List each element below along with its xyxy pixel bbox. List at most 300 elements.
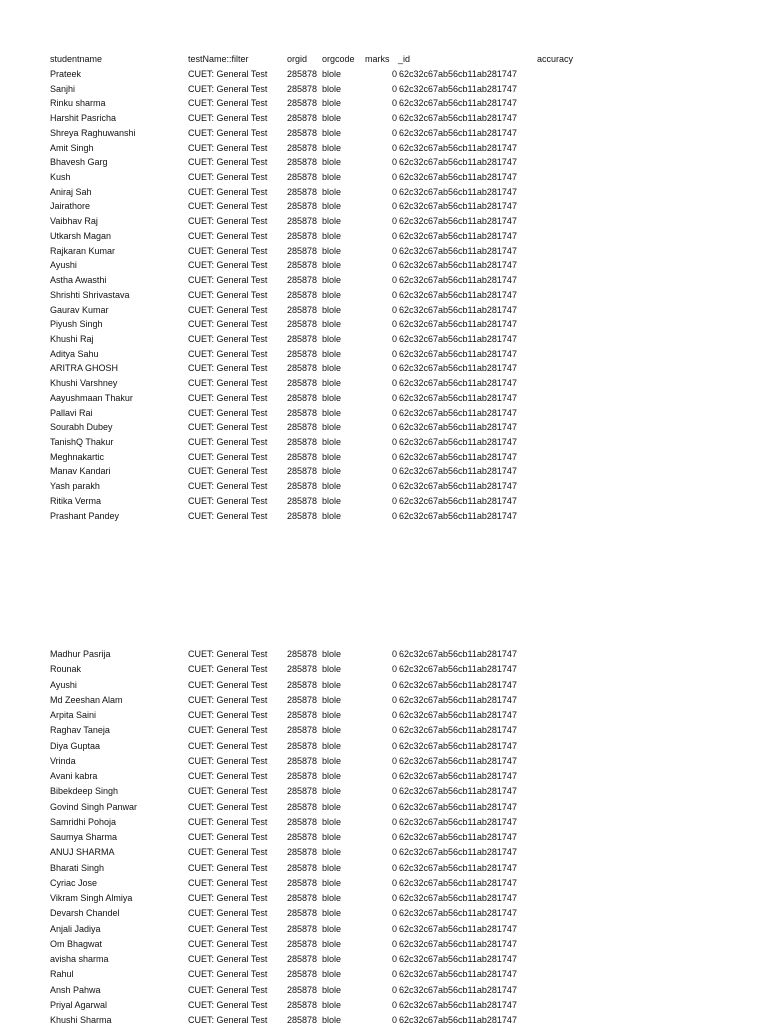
student-name-cell: Arpita Saini bbox=[50, 710, 97, 720]
orgcode-cell: blole bbox=[322, 969, 342, 980]
student-name-cell: Diya Guptaa bbox=[50, 740, 101, 751]
id-cell: 62c32c67ab56cb11ab281747 bbox=[399, 275, 517, 286]
orgcode-cell: blole bbox=[322, 510, 342, 521]
table-row bbox=[0, 784, 768, 799]
id-cell: 62c32c67ab56cb11ab281747 bbox=[399, 289, 517, 300]
orgcode-cell: blole bbox=[322, 481, 342, 492]
test-name-cell: CUET: General Test bbox=[188, 893, 268, 903]
orgcode-cell: blole bbox=[322, 908, 342, 919]
marks-cell: 0 bbox=[392, 230, 398, 241]
student-name-cell: Bibekdeep Singh bbox=[50, 786, 119, 797]
orgcode-cell: blole bbox=[322, 304, 342, 315]
test-name-cell: CUET: General Test bbox=[188, 710, 268, 720]
test-name-cell: CUET: General Test bbox=[188, 908, 268, 919]
orgcode-cell: blole bbox=[322, 186, 342, 197]
test-name-cell: CUET: General Test bbox=[188, 481, 268, 492]
student-name-cell: Devarsh Chandel bbox=[50, 908, 120, 919]
table-row bbox=[0, 111, 768, 126]
test-name-cell: CUET: General Test bbox=[188, 725, 268, 736]
marks-cell: 0 bbox=[392, 260, 398, 271]
orgid-cell: 285878 bbox=[287, 348, 318, 359]
marks-cell: 0 bbox=[392, 938, 398, 949]
table-row bbox=[0, 830, 768, 845]
marks-cell: 0 bbox=[392, 710, 398, 720]
student-name-cell: Vaibhav Raj bbox=[50, 216, 98, 227]
orgcode-cell: blole bbox=[322, 755, 342, 766]
test-name-cell: CUET: General Test bbox=[188, 755, 268, 766]
header-orgid: orgid bbox=[287, 54, 308, 64]
orgid-cell: 285878 bbox=[287, 437, 318, 447]
student-name-cell: TanishQ Thakur bbox=[50, 437, 114, 447]
test-name-cell: CUET: General Test bbox=[188, 466, 268, 477]
header-testname: testName::filter bbox=[188, 54, 249, 64]
table-row bbox=[0, 170, 768, 185]
marks-cell: 0 bbox=[392, 142, 398, 153]
test-name-cell: CUET: General Test bbox=[188, 348, 268, 359]
orgid-cell: 285878 bbox=[287, 664, 318, 675]
marks-cell: 0 bbox=[392, 83, 398, 94]
student-name-cell: Vikram Singh Almiya bbox=[50, 893, 133, 903]
header-orgcode: orgcode bbox=[322, 54, 355, 64]
header-accuracy: accuracy bbox=[537, 54, 574, 64]
marks-cell: 0 bbox=[392, 801, 398, 812]
table-row bbox=[0, 922, 768, 937]
marks-cell: 0 bbox=[392, 510, 398, 521]
table-row bbox=[0, 391, 768, 406]
test-name-cell: CUET: General Test bbox=[188, 451, 268, 462]
id-cell: 62c32c67ab56cb11ab281747 bbox=[399, 172, 517, 183]
test-name-cell: CUET: General Test bbox=[188, 98, 268, 109]
test-name-cell: CUET: General Test bbox=[188, 172, 268, 183]
orgcode-cell: blole bbox=[322, 392, 342, 403]
orgid-cell: 285878 bbox=[287, 113, 318, 124]
id-cell: 62c32c67ab56cb11ab281747 bbox=[399, 938, 517, 949]
orgid-cell: 285878 bbox=[287, 679, 318, 690]
orgid-cell: 285878 bbox=[287, 984, 318, 995]
orgid-cell: 285878 bbox=[287, 649, 318, 659]
orgcode-cell: blole bbox=[322, 127, 342, 138]
table-row bbox=[0, 494, 768, 509]
student-name-cell: Cyriac Jose bbox=[50, 877, 98, 888]
id-cell: 62c32c67ab56cb11ab281747 bbox=[399, 710, 517, 720]
table-row bbox=[0, 361, 768, 376]
orgcode-cell: blole bbox=[322, 740, 342, 751]
orgcode-cell: blole bbox=[322, 694, 342, 705]
table-row bbox=[0, 155, 768, 170]
orgcode-cell: blole bbox=[322, 923, 342, 934]
table-row bbox=[0, 141, 768, 156]
orgcode-cell: blole bbox=[322, 113, 342, 124]
marks-cell: 0 bbox=[392, 1015, 398, 1025]
test-name-cell: CUET: General Test bbox=[188, 649, 268, 659]
test-name-cell: CUET: General Test bbox=[188, 245, 268, 256]
table-row bbox=[0, 82, 768, 97]
id-cell: 62c32c67ab56cb11ab281747 bbox=[399, 69, 517, 79]
marks-cell: 0 bbox=[392, 113, 398, 124]
marks-cell: 0 bbox=[392, 422, 398, 433]
header-row bbox=[0, 52, 768, 67]
id-cell: 62c32c67ab56cb11ab281747 bbox=[399, 157, 517, 168]
orgcode-cell: blole bbox=[322, 771, 342, 781]
orgid-cell: 285878 bbox=[287, 260, 318, 271]
marks-cell: 0 bbox=[392, 304, 398, 315]
test-name-cell: CUET: General Test bbox=[188, 877, 268, 888]
id-cell: 62c32c67ab56cb11ab281747 bbox=[399, 664, 517, 675]
id-cell: 62c32c67ab56cb11ab281747 bbox=[399, 83, 517, 94]
id-cell: 62c32c67ab56cb11ab281747 bbox=[399, 466, 517, 477]
marks-cell: 0 bbox=[392, 725, 398, 736]
id-cell: 62c32c67ab56cb11ab281747 bbox=[399, 999, 517, 1010]
test-name-cell: CUET: General Test bbox=[188, 679, 268, 690]
student-name-cell: Anjali Jadiya bbox=[50, 923, 101, 934]
marks-cell: 0 bbox=[392, 392, 398, 403]
id-cell: 62c32c67ab56cb11ab281747 bbox=[399, 923, 517, 934]
id-cell: 62c32c67ab56cb11ab281747 bbox=[399, 847, 517, 858]
orgcode-cell: blole bbox=[322, 437, 342, 447]
marks-cell: 0 bbox=[392, 847, 398, 858]
student-name-cell: Harshit Pasricha bbox=[50, 113, 117, 124]
orgid-cell: 285878 bbox=[287, 954, 318, 964]
marks-cell: 0 bbox=[392, 969, 398, 980]
marks-cell: 0 bbox=[392, 245, 398, 256]
id-cell: 62c32c67ab56cb11ab281747 bbox=[399, 755, 517, 766]
orgid-cell: 285878 bbox=[287, 816, 318, 827]
test-name-cell: CUET: General Test bbox=[188, 69, 268, 79]
orgid-cell: 285878 bbox=[287, 98, 318, 109]
id-cell: 62c32c67ab56cb11ab281747 bbox=[399, 392, 517, 403]
orgcode-cell: blole bbox=[322, 664, 342, 675]
orgcode-cell: blole bbox=[322, 69, 342, 79]
marks-cell: 0 bbox=[392, 437, 398, 447]
id-cell: 62c32c67ab56cb11ab281747 bbox=[399, 510, 517, 521]
student-name-cell: avisha sharma bbox=[50, 954, 109, 964]
orgcode-cell: blole bbox=[322, 378, 342, 389]
orgid-cell: 285878 bbox=[287, 999, 318, 1010]
test-name-cell: CUET: General Test bbox=[188, 938, 268, 949]
table-row bbox=[0, 815, 768, 830]
orgid-cell: 285878 bbox=[287, 304, 318, 315]
student-name-cell: Sourabh Dubey bbox=[50, 422, 113, 433]
table-row bbox=[0, 229, 768, 244]
orgid-cell: 285878 bbox=[287, 392, 318, 403]
marks-cell: 0 bbox=[392, 923, 398, 934]
test-name-cell: CUET: General Test bbox=[188, 275, 268, 286]
marks-cell: 0 bbox=[392, 348, 398, 359]
orgcode-cell: blole bbox=[322, 157, 342, 168]
orgid-cell: 285878 bbox=[287, 407, 318, 418]
table-row bbox=[0, 347, 768, 362]
orgcode-cell: blole bbox=[322, 832, 342, 842]
table-row bbox=[0, 185, 768, 200]
student-name-cell: Aniraj Sah bbox=[50, 186, 92, 197]
table-row bbox=[0, 769, 768, 784]
orgid-cell: 285878 bbox=[287, 378, 318, 389]
table-row bbox=[0, 435, 768, 450]
marks-cell: 0 bbox=[392, 649, 398, 659]
marks-cell: 0 bbox=[392, 893, 398, 903]
test-name-cell: CUET: General Test bbox=[188, 923, 268, 934]
orgcode-cell: blole bbox=[322, 98, 342, 109]
id-cell: 62c32c67ab56cb11ab281747 bbox=[399, 348, 517, 359]
student-name-cell: Piyush Singh bbox=[50, 319, 103, 330]
orgid-cell: 285878 bbox=[287, 363, 318, 374]
student-name-cell: Astha Awasthi bbox=[50, 275, 107, 286]
marks-cell: 0 bbox=[392, 127, 398, 138]
orgcode-cell: blole bbox=[322, 201, 342, 212]
id-cell: 62c32c67ab56cb11ab281747 bbox=[399, 481, 517, 492]
orgid-cell: 285878 bbox=[287, 186, 318, 197]
student-name-cell: Gaurav Kumar bbox=[50, 304, 109, 315]
table-row bbox=[0, 693, 768, 708]
student-name-cell: Manav Kandari bbox=[50, 466, 111, 477]
id-cell: 62c32c67ab56cb11ab281747 bbox=[399, 862, 517, 873]
orgcode-cell: blole bbox=[322, 984, 342, 995]
orgcode-cell: blole bbox=[322, 142, 342, 153]
orgid-cell: 285878 bbox=[287, 245, 318, 256]
table-row bbox=[0, 288, 768, 303]
test-name-cell: CUET: General Test bbox=[188, 289, 268, 300]
orgcode-cell: blole bbox=[322, 216, 342, 227]
id-cell: 62c32c67ab56cb11ab281747 bbox=[399, 816, 517, 827]
id-cell: 62c32c67ab56cb11ab281747 bbox=[399, 333, 517, 344]
test-name-cell: CUET: General Test bbox=[188, 816, 268, 827]
test-name-cell: CUET: General Test bbox=[188, 954, 268, 964]
id-cell: 62c32c67ab56cb11ab281747 bbox=[399, 437, 517, 447]
table-row bbox=[0, 967, 768, 982]
id-cell: 62c32c67ab56cb11ab281747 bbox=[399, 98, 517, 109]
marks-cell: 0 bbox=[392, 289, 398, 300]
id-cell: 62c32c67ab56cb11ab281747 bbox=[399, 113, 517, 124]
test-name-cell: CUET: General Test bbox=[188, 801, 268, 812]
id-cell: 62c32c67ab56cb11ab281747 bbox=[399, 363, 517, 374]
orgcode-cell: blole bbox=[322, 862, 342, 873]
marks-cell: 0 bbox=[392, 69, 398, 79]
student-name-cell: Khushi Sharma bbox=[50, 1015, 112, 1025]
table-row bbox=[0, 1013, 768, 1028]
orgcode-cell: blole bbox=[322, 363, 342, 374]
orgid-cell: 285878 bbox=[287, 230, 318, 241]
test-name-cell: CUET: General Test bbox=[188, 157, 268, 168]
id-cell: 62c32c67ab56cb11ab281747 bbox=[399, 649, 517, 659]
marks-cell: 0 bbox=[392, 451, 398, 462]
table-row bbox=[0, 420, 768, 435]
orgid-cell: 285878 bbox=[287, 201, 318, 212]
test-name-cell: CUET: General Test bbox=[188, 832, 268, 842]
table-row bbox=[0, 800, 768, 815]
test-name-cell: CUET: General Test bbox=[188, 392, 268, 403]
orgid-cell: 285878 bbox=[287, 771, 318, 781]
student-name-cell: Shrishti Shrivastava bbox=[50, 289, 130, 300]
test-name-cell: CUET: General Test bbox=[188, 740, 268, 751]
orgid-cell: 285878 bbox=[287, 510, 318, 521]
marks-cell: 0 bbox=[392, 679, 398, 690]
table-row bbox=[0, 998, 768, 1013]
id-cell: 62c32c67ab56cb11ab281747 bbox=[399, 725, 517, 736]
id-cell: 62c32c67ab56cb11ab281747 bbox=[399, 378, 517, 389]
orgcode-cell: blole bbox=[322, 999, 342, 1010]
student-name-cell: Ayushi bbox=[50, 260, 77, 271]
id-cell: 62c32c67ab56cb11ab281747 bbox=[399, 694, 517, 705]
orgcode-cell: blole bbox=[322, 801, 342, 812]
orgid-cell: 285878 bbox=[287, 908, 318, 919]
student-name-cell: Ayushi bbox=[50, 679, 77, 690]
marks-cell: 0 bbox=[392, 740, 398, 751]
marks-cell: 0 bbox=[392, 755, 398, 766]
test-name-cell: CUET: General Test bbox=[188, 664, 268, 675]
id-cell: 62c32c67ab56cb11ab281747 bbox=[399, 908, 517, 919]
orgcode-cell: blole bbox=[322, 333, 342, 344]
table-row bbox=[0, 509, 768, 524]
student-name-cell: Rajkaran Kumar bbox=[50, 245, 116, 256]
orgid-cell: 285878 bbox=[287, 83, 318, 94]
marks-cell: 0 bbox=[392, 157, 398, 168]
test-name-cell: CUET: General Test bbox=[188, 862, 268, 873]
student-name-cell: Pallavi Rai bbox=[50, 407, 93, 418]
student-name-cell: Amit Singh bbox=[50, 142, 94, 153]
student-name-cell: Shreya Raghuwanshi bbox=[50, 127, 136, 138]
orgcode-cell: blole bbox=[322, 230, 342, 241]
orgcode-cell: blole bbox=[322, 319, 342, 330]
table-row bbox=[0, 96, 768, 111]
orgcode-cell: blole bbox=[322, 954, 342, 964]
orgid-cell: 285878 bbox=[287, 862, 318, 873]
student-name-cell: Samridhi Pohoja bbox=[50, 816, 117, 827]
table-row bbox=[0, 303, 768, 318]
orgid-cell: 285878 bbox=[287, 740, 318, 751]
orgid-cell: 285878 bbox=[287, 466, 318, 477]
test-name-cell: CUET: General Test bbox=[188, 319, 268, 330]
orgcode-cell: blole bbox=[322, 938, 342, 949]
student-name-cell: Meghnakartic bbox=[50, 451, 105, 462]
orgid-cell: 285878 bbox=[287, 847, 318, 858]
orgcode-cell: blole bbox=[322, 245, 342, 256]
marks-cell: 0 bbox=[392, 319, 398, 330]
orgid-cell: 285878 bbox=[287, 923, 318, 934]
table-row bbox=[0, 739, 768, 754]
id-cell: 62c32c67ab56cb11ab281747 bbox=[399, 142, 517, 153]
orgcode-cell: blole bbox=[322, 275, 342, 286]
orgcode-cell: blole bbox=[322, 710, 342, 720]
test-name-cell: CUET: General Test bbox=[188, 216, 268, 227]
student-name-cell: Saumya Sharma bbox=[50, 832, 118, 842]
test-name-cell: CUET: General Test bbox=[188, 142, 268, 153]
table-row bbox=[0, 450, 768, 465]
id-cell: 62c32c67ab56cb11ab281747 bbox=[399, 495, 517, 506]
table-row bbox=[0, 952, 768, 967]
test-name-cell: CUET: General Test bbox=[188, 495, 268, 506]
student-name-cell: Bharati Singh bbox=[50, 862, 105, 873]
orgid-cell: 285878 bbox=[287, 801, 318, 812]
table-row bbox=[0, 662, 768, 677]
orgid-cell: 285878 bbox=[287, 877, 318, 888]
student-name-cell: ANUJ SHARMA bbox=[50, 847, 115, 858]
test-name-cell: CUET: General Test bbox=[188, 847, 268, 858]
id-cell: 62c32c67ab56cb11ab281747 bbox=[399, 832, 517, 842]
table-row bbox=[0, 708, 768, 723]
student-name-cell: Priyal Agarwal bbox=[50, 999, 108, 1010]
test-name-cell: CUET: General Test bbox=[188, 186, 268, 197]
test-name-cell: CUET: General Test bbox=[188, 1015, 268, 1025]
student-name-cell: Jairathore bbox=[50, 201, 91, 212]
table-row bbox=[0, 937, 768, 952]
orgid-cell: 285878 bbox=[287, 172, 318, 183]
id-cell: 62c32c67ab56cb11ab281747 bbox=[399, 771, 517, 781]
id-cell: 62c32c67ab56cb11ab281747 bbox=[399, 1015, 517, 1025]
orgcode-cell: blole bbox=[322, 847, 342, 858]
table-row bbox=[0, 754, 768, 769]
orgid-cell: 285878 bbox=[287, 893, 318, 903]
orgid-cell: 285878 bbox=[287, 451, 318, 462]
student-name-cell: Prashant Pandey bbox=[50, 510, 120, 521]
marks-cell: 0 bbox=[392, 172, 398, 183]
marks-cell: 0 bbox=[392, 333, 398, 344]
marks-cell: 0 bbox=[392, 816, 398, 827]
id-cell: 62c32c67ab56cb11ab281747 bbox=[399, 422, 517, 433]
test-name-cell: CUET: General Test bbox=[188, 786, 268, 797]
orgid-cell: 285878 bbox=[287, 710, 318, 720]
table-row bbox=[0, 214, 768, 229]
table-row bbox=[0, 258, 768, 273]
orgid-cell: 285878 bbox=[287, 289, 318, 300]
marks-cell: 0 bbox=[392, 984, 398, 995]
orgcode-cell: blole bbox=[322, 348, 342, 359]
id-cell: 62c32c67ab56cb11ab281747 bbox=[399, 304, 517, 315]
id-cell: 62c32c67ab56cb11ab281747 bbox=[399, 969, 517, 980]
test-name-cell: CUET: General Test bbox=[188, 510, 268, 521]
id-cell: 62c32c67ab56cb11ab281747 bbox=[399, 230, 517, 241]
marks-cell: 0 bbox=[392, 216, 398, 227]
student-name-cell: Avani kabra bbox=[50, 771, 98, 781]
orgcode-cell: blole bbox=[322, 679, 342, 690]
table-row bbox=[0, 891, 768, 906]
table-row bbox=[0, 376, 768, 391]
orgid-cell: 285878 bbox=[287, 694, 318, 705]
table-row bbox=[0, 983, 768, 998]
id-cell: 62c32c67ab56cb11ab281747 bbox=[399, 893, 517, 903]
marks-cell: 0 bbox=[392, 954, 398, 964]
orgid-cell: 285878 bbox=[287, 422, 318, 433]
marks-cell: 0 bbox=[392, 466, 398, 477]
orgcode-cell: blole bbox=[322, 877, 342, 888]
orgid-cell: 285878 bbox=[287, 333, 318, 344]
marks-cell: 0 bbox=[392, 694, 398, 705]
test-name-cell: CUET: General Test bbox=[188, 984, 268, 995]
id-cell: 62c32c67ab56cb11ab281747 bbox=[399, 679, 517, 690]
orgid-cell: 285878 bbox=[287, 127, 318, 138]
student-name-cell: Aditya Sahu bbox=[50, 348, 99, 359]
id-cell: 62c32c67ab56cb11ab281747 bbox=[399, 984, 517, 995]
id-cell: 62c32c67ab56cb11ab281747 bbox=[399, 877, 517, 888]
test-name-cell: CUET: General Test bbox=[188, 422, 268, 433]
orgid-cell: 285878 bbox=[287, 1015, 318, 1025]
table-row bbox=[0, 479, 768, 494]
orgid-cell: 285878 bbox=[287, 142, 318, 153]
test-name-cell: CUET: General Test bbox=[188, 378, 268, 389]
test-name-cell: CUET: General Test bbox=[188, 127, 268, 138]
test-name-cell: CUET: General Test bbox=[188, 230, 268, 241]
orgcode-cell: blole bbox=[322, 407, 342, 418]
header-id: _id bbox=[398, 54, 411, 64]
id-cell: 62c32c67ab56cb11ab281747 bbox=[399, 260, 517, 271]
student-name-cell: Govind Singh Panwar bbox=[50, 801, 138, 812]
marks-cell: 0 bbox=[392, 481, 398, 492]
orgcode-cell: blole bbox=[322, 172, 342, 183]
orgid-cell: 285878 bbox=[287, 495, 318, 506]
id-cell: 62c32c67ab56cb11ab281747 bbox=[399, 801, 517, 812]
marks-cell: 0 bbox=[392, 862, 398, 873]
table-row bbox=[0, 678, 768, 693]
table-row bbox=[0, 906, 768, 921]
